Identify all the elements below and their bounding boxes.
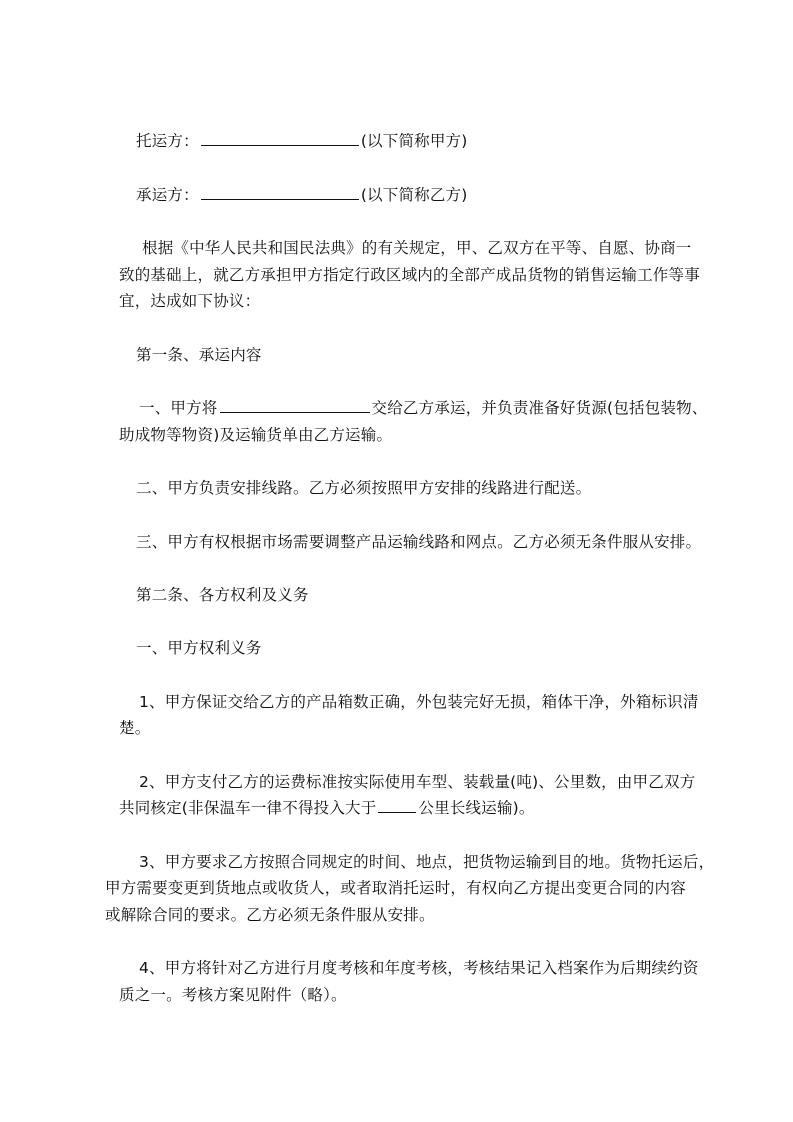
carrier-blank[interactable]: [201, 185, 359, 200]
article-1-clause-3: 三、甲方有权根据市场需要调整产品运输线路和网点。乙方必须无条件服从安排。: [136, 533, 702, 551]
preamble-line-2: 致的基础上，就乙方承担甲方指定行政区域内的全部产成品货物的销售运输工作等事: [119, 266, 700, 284]
shipper-line: [136, 131, 468, 151]
clause-1-prefix: 一、甲方将: [139, 399, 218, 417]
carrier-line: [136, 185, 468, 205]
article-1-heading: 第一条、承运内容: [136, 346, 262, 364]
party-a-item-1-line-2: 楚。: [119, 719, 151, 737]
shipper-label: 托运方：: [136, 132, 199, 150]
party-a-item-2-line-2: [119, 798, 535, 818]
party-a-item-3-line-1: 3、甲方要求乙方按照合同规定的时间、地点，把货物运输到目的地。货物托运后，: [139, 853, 715, 871]
article-2-heading: 第二条、各方权利及义务: [136, 586, 309, 604]
party-a-item-2-line-1: 2、甲方支付乙方的运费标准按实际使用车型、装载量(吨)、公里数，由甲乙双方: [139, 773, 696, 791]
shipper-note: (以下简称甲方): [360, 132, 468, 150]
article-1-clause-1-line-2: 助成物等物资)及运输货单由乙方运输。: [119, 426, 393, 444]
goods-blank[interactable]: [220, 398, 370, 413]
party-a-item-4-line-2: 质之一。考核方案见附件（略）。: [119, 986, 347, 1004]
article-1-clause-2: 二、甲方负责安排线路。乙方必须按照甲方安排的线路进行配送。: [136, 479, 592, 497]
preamble-line-3: 宜，达成如下协议：: [119, 292, 261, 310]
shipper-blank[interactable]: [201, 131, 359, 146]
party-a-item-3-line-3: 或解除合同的要求。乙方必须无条件服从安排。: [105, 906, 435, 924]
party-a-item-4-line-1: 4、甲方将针对乙方进行月度考核和年度考核，考核结果记入档案作为后期续约资: [139, 959, 699, 977]
item-2-suffix: 公里长线运输)。: [418, 799, 535, 817]
carrier-note: (以下简称乙方): [360, 186, 468, 204]
distance-blank[interactable]: [378, 798, 416, 813]
item-2-prefix: 共同核定(非保温车一律不得投入大于: [119, 799, 377, 817]
party-a-heading: 一、甲方权利义务: [136, 639, 262, 657]
party-a-item-1-line-1: 1、甲方保证交给乙方的产品箱数正确，外包装完好无损，箱体干净，外箱标识清: [139, 693, 699, 711]
carrier-label: 承运方：: [136, 186, 199, 204]
clause-1-suffix: 交给乙方承运，并负责准备好货源(包括包装物、: [371, 399, 708, 417]
preamble-line-1: 根据《中华人民共和国民法典》的有关规定，甲、乙双方在平等、自愿、协商一: [142, 239, 692, 257]
party-a-item-3-line-2: 甲方需要变更到货地点或收货人，或者取消托运时，有权向乙方提出变更合同的内容: [105, 879, 686, 897]
article-1-clause-1-line-1: [139, 398, 707, 418]
